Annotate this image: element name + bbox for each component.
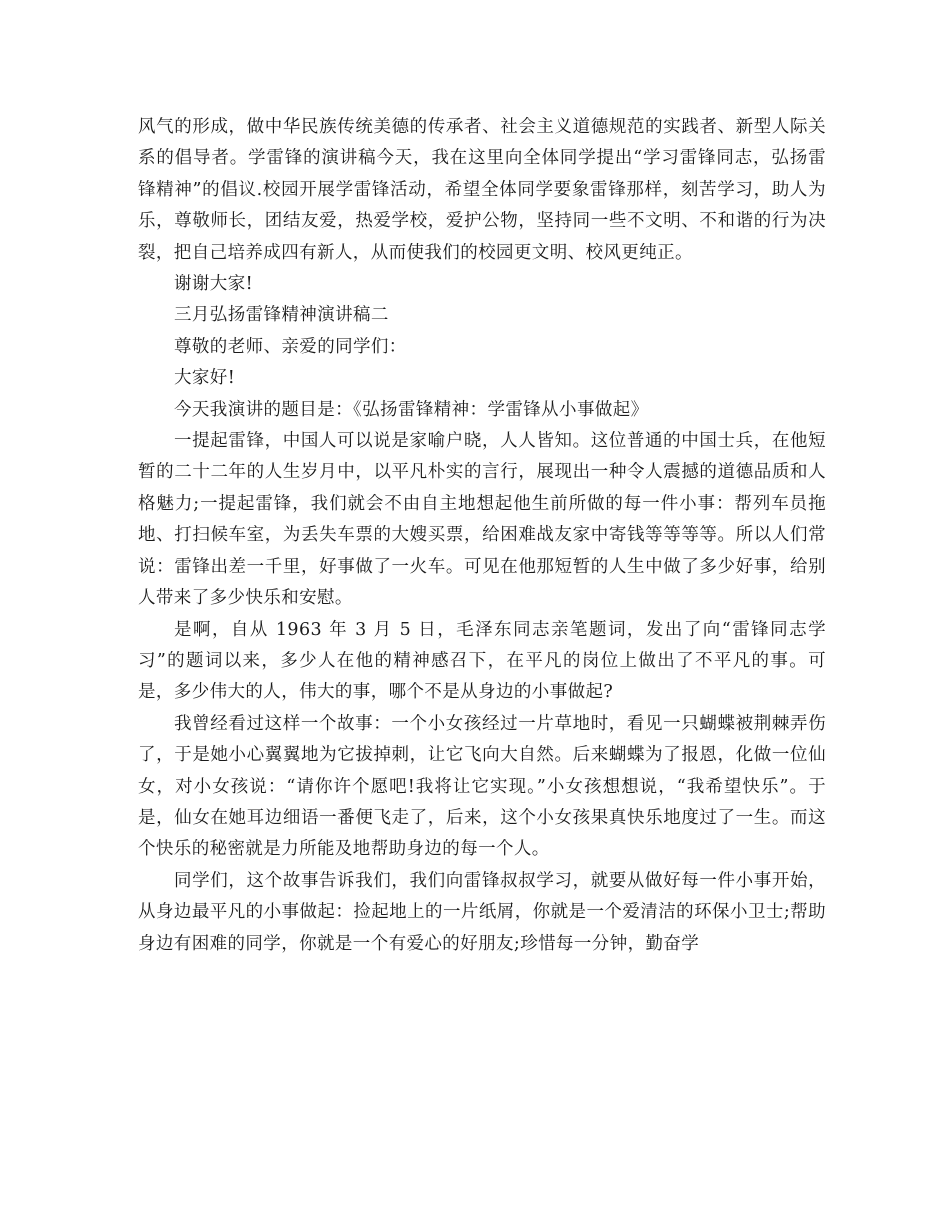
- speech-topic: 今天我演讲的题目是：《弘扬雷锋精神：学雷锋从小事做起》: [174, 399, 649, 420]
- paragraph-continuation: 风气的形成，做中华民族传统美德的传承者、社会主义道德规范的实践者、新型人际关系的倡导者。学雷锋的演讲稿今天，我在这里向全体同学提出“学习雷锋同志，弘扬雷锋精神”的倡议.校园开展学雷锋活动，希望全体同学要象雷锋那样，刻苦学习，助人为乐，尊敬师长，团结友爱，热爱学校，爱护公物，坚持同一些不文明、不和谐的行为决裂，把自己培养成四有新人，从而使我们的校园更文明、校风更纯正。: [138, 117, 826, 263]
- greeting: 大家好!: [174, 368, 236, 389]
- paragraph-thanks: 谢谢大家!: [174, 274, 254, 295]
- paragraph-lesson: 同学们，这个故事告诉我们，我们向雷锋叔叔学习，就要从做好每一件小事开始，从身边最平凡的小事做起：捡起地上的一片纸屑，你就是一个爱清洁的环保小卫士;帮助身边有困难的同学，你就是一个有爱心的好朋友;珍惜每一分钟，勤奋学: [138, 870, 826, 954]
- document-body: [138, 112, 826, 960]
- paragraph-butterfly-story: 我曾经看过这样一个故事：一个小女孩经过一片草地时，看见一只蝴蝶被荆棘弄伤了，于是她小心翼翼地为它拔掉刺，让它飞向大自然。后来蝴蝶为了报恩，化做一位仙女，对小女孩说：“请你许个愿吧!我将让它实现。”小女孩想想说，“我希望快乐”。于是，仙女在她耳边细语一番便飞走了，后来，这个小女孩果真快乐地度过了一生。而这个快乐的秘密就是力所能及地帮助身边的每一个人。: [138, 713, 826, 860]
- paragraph-lei-feng-intro: 一提起雷锋，中国人可以说是家喻户晓，人人皆知。这位普通的中国士兵，在他短暂的二十二年的人生岁月中，以平凡朴实的言行，展现出一种令人震撼的道德品质和人格魅力;一提起雷锋，我们就会不由自主地想起他生前所做的每一件小事：帮列车员拖地、打扫候车室，为丢失车票的大嫂买票，给困难战友家中寄钱等等等等。所以人们常说：雷锋出差一千里，好事做了一火车。可见在他那短暂的人生中做了多少好事，给别人带来了多少快乐和安慰。: [138, 431, 826, 609]
- paragraph-1963: 是啊，自从 1963 年 3 月 5 日，毛泽东同志亲笔题词，发出了向“雷锋同志学习”的题词以来，多少人在他的精神感召下，在平凡的岗位上做出了不平凡的事。可是，多少伟大的人，伟大的事，哪个不是从身边的小事做起?: [138, 619, 826, 703]
- section-title: 三月弘扬雷锋精神演讲稿二: [174, 305, 389, 326]
- salutation: 尊敬的老师、亲爱的同学们：: [174, 336, 407, 357]
